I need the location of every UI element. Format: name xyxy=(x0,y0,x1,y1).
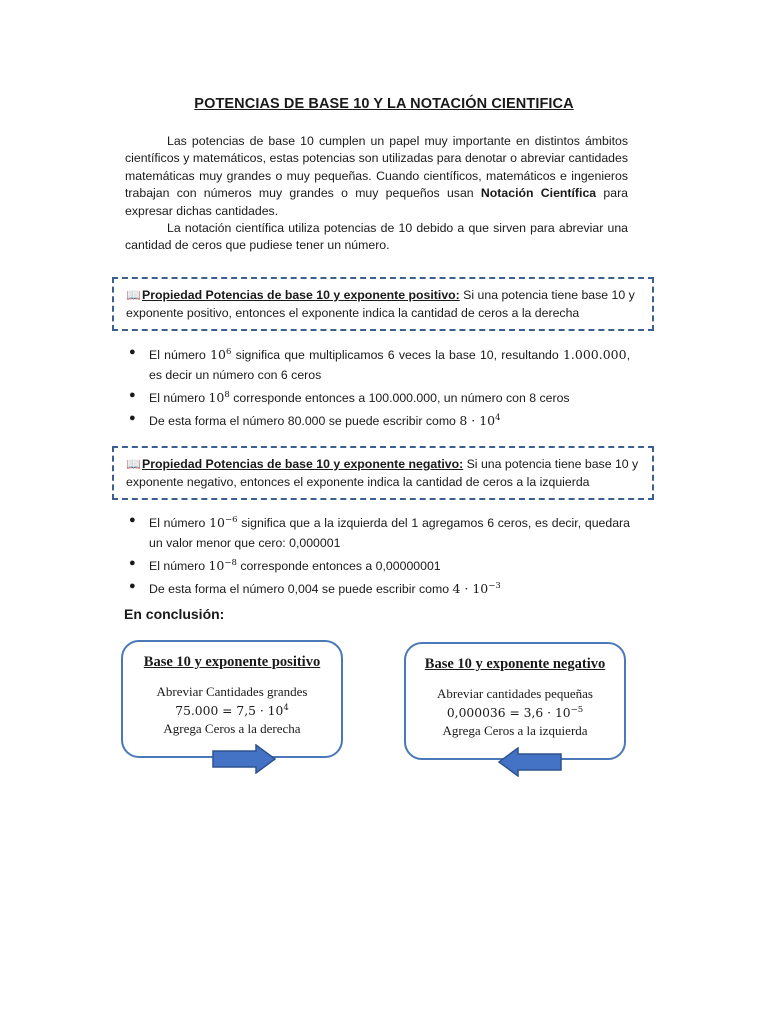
summary-positive-box xyxy=(121,640,343,758)
list-item: ● El número $10^8$ corresponde entonces a 100.000.000, un número con 8 ceros xyxy=(125,385,630,408)
positive-property-text: Si una potencia tiene base 10 y exponente positivo, entonces el exponente indica la cantidad de ceros a la derecha xyxy=(126,288,635,320)
math-expression: $4 \cdot 10^{-3}$ xyxy=(452,581,501,597)
positive-property-box xyxy=(112,277,654,331)
positive-property-title: Propiedad Potencias de base 10 y exponente positivo: xyxy=(142,288,460,302)
list-item: ● El número $10^{-6}$ significa que a la izquierda del 1 agregamos 6 ceros, es decir, quedara un valor menor que cero: 0,000001 xyxy=(125,510,630,553)
negative-property-box xyxy=(112,446,654,500)
intro-text-2: para expresar dichas cantidades. xyxy=(125,186,628,218)
left-arrow-icon xyxy=(496,747,562,777)
bullet-icon: ● xyxy=(129,514,136,526)
math-expression: $10^{-6}$ xyxy=(209,515,238,531)
summary-negative-line3: Agrega Ceros a la izquierda xyxy=(442,723,588,739)
negative-property-title: Propiedad Potencias de base 10 y exponente negativo: xyxy=(142,457,464,471)
list-item: ● De esta forma el número 0,004 se puede escribir como $4 \cdot 10^{-3}$ xyxy=(125,576,630,599)
conclusion-heading: En conclusión: xyxy=(124,606,225,622)
math-expression: $8 \cdot 10^4$ xyxy=(459,413,501,429)
summary-negative-heading: Base 10 y exponente negativo xyxy=(424,656,606,672)
list-item: ● El número $10^{-8}$ corresponde entonces a 0,00000001 xyxy=(125,553,630,576)
summary-negative-line1: Abreviar cantidades pequeñas xyxy=(437,686,593,701)
list-item: ● De esta forma el número 80.000 se puede escribir como $8 \cdot 10^4$ xyxy=(125,408,630,431)
summary-positive-line1: Abreviar Cantidades grandes xyxy=(156,684,308,699)
right-arrow-icon xyxy=(212,744,278,774)
intro-text-3: La notación científica utiliza potencias de 10 debido a que sirven para abreviar una cantidad de ceros que pudiese tener un número. xyxy=(125,221,628,253)
positive-bullet-list xyxy=(125,342,630,431)
intro-text-1: Las potencias de base 10 cumplen un papel muy importante en distintos ámbitos científicos y matemáticos, estas potencias son utilizadas para denotar o abreviar cantidades matemáticas muy grandes o muy pequeñas. Cuando científicos, matemáticos e ingenieros trabajan con números muy grandes o muy pequeños usan xyxy=(125,134,628,201)
math-expression: $10^{-8}$ xyxy=(208,558,237,574)
list-item: ● El número $10^6$ significa que multiplicamos 6 veces la base 10, resultando 1.000.000, es decir un número con 6 ceros xyxy=(125,342,630,385)
math-expression: $10^8$ xyxy=(208,390,230,406)
bullet-icon: ● xyxy=(129,389,136,402)
book-icon: 📖 xyxy=(126,457,141,471)
bullet-icon: ● xyxy=(129,557,136,570)
negative-bullet-list xyxy=(125,510,630,599)
document-title: POTENCIAS DE BASE 10 Y LA NOTACIÓN CIENTIFICA xyxy=(194,96,574,112)
summary-positive-heading: Base 10 y exponente positivo xyxy=(143,654,321,670)
summary-positive-line3: Agrega Ceros a la derecha xyxy=(163,721,301,737)
summary-negative-line2: $0,000036 = 3,6 \cdot 10^{-5}$ xyxy=(446,705,584,721)
bullet-icon: ● xyxy=(129,412,136,425)
intro-paragraph-1 xyxy=(125,133,628,220)
negative-property-text: Si una potencia tiene base 10 y exponente negativo, entonces el exponente indica la cantidad de ceros a la izquierda xyxy=(126,457,639,489)
intro-paragraph-2 xyxy=(125,220,628,255)
bullet-icon: ● xyxy=(129,580,136,593)
intro-bold-term: Notación Científica xyxy=(480,186,597,201)
bullet-icon: ● xyxy=(129,346,136,358)
math-expression: $10^6$ xyxy=(210,347,232,363)
summary-negative-box xyxy=(404,642,626,760)
book-icon: 📖 xyxy=(126,288,141,302)
summary-positive-line2: $75.000 = 7,5 \cdot 10^4$ xyxy=(175,703,289,719)
